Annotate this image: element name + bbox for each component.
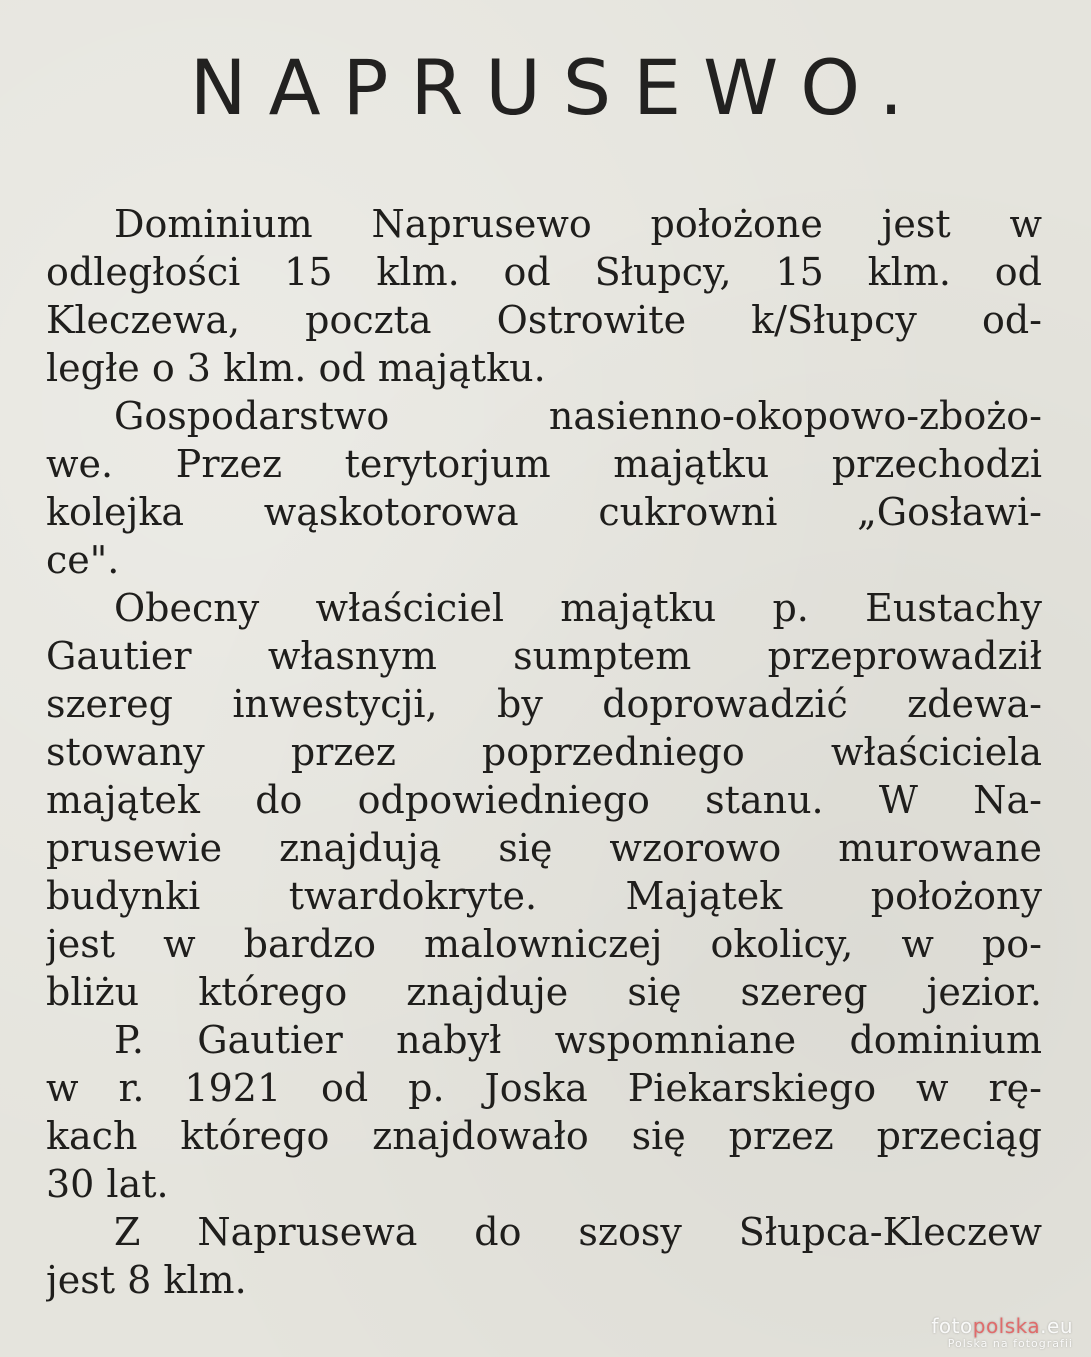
text-line: Gautier własnym sumptem przeprowadził: [46, 634, 1042, 678]
text-line: majątek do odpowiedniego stanu. W Na-: [46, 778, 1042, 822]
page-title: NAPRUSEWO.: [189, 43, 926, 132]
text-line: odległości 15 klm. od Słupcy, 15 klm. od: [46, 250, 1042, 294]
text-line: P. Gautier nabył wspomniane dominium: [114, 1018, 1042, 1062]
watermark-brand: [931, 1316, 1073, 1336]
text-line: prusewie znajdują się wzorowo murowane: [46, 826, 1042, 870]
text-line: budynki twardokryte. Majątek położony: [46, 874, 1042, 918]
text-line: Dominium Naprusewo położone jest w: [114, 202, 1042, 246]
text-line: Kleczewa, poczta Ostrowite k/Słupcy od-: [46, 298, 1042, 342]
text-line: Z Naprusewa do szosy Słupca-Kleczew: [114, 1210, 1042, 1254]
text-line: stowany przez poprzedniego właściciela: [46, 730, 1042, 774]
text-line: kach którego znajdowało się przez przeciąg: [46, 1114, 1042, 1158]
text-line: ce".: [46, 538, 120, 582]
article-body: [46, 200, 1042, 1304]
text-line: we. Przez terytorjum majątku przechodzi: [46, 442, 1042, 486]
text-line: Gospodarstwo nasienno-okopowo-zbożo-: [114, 394, 1042, 438]
watermark-tagline: Polska na fotografii: [947, 1337, 1073, 1350]
text-line: 30 lat.: [46, 1162, 169, 1206]
text-line: jest 8 klm.: [46, 1258, 247, 1302]
text-line: bliżu którego znajduje się szereg jezior.: [46, 970, 1042, 1014]
text-line: kolejka wąskotorowa cukrowni „Gosławi-: [46, 490, 1042, 534]
text-line: ległe o 3 klm. od majątku.: [46, 346, 546, 390]
watermark-brand-accent: polska: [972, 1314, 1041, 1338]
watermark-brand-prefix: foto: [931, 1314, 973, 1338]
text-line: jest w bardzo malowniczej okolicy, w po-: [46, 922, 1042, 966]
text-line: w r. 1921 od p. Joska Piekarskiego w rę-: [46, 1066, 1042, 1110]
text-line: Obecny właściciel majątku p. Eustachy: [114, 586, 1042, 630]
watermark-brand-suffix: .eu: [1040, 1314, 1073, 1338]
text-line: szereg inwestycji, by doprowadzić zdewa-: [46, 682, 1042, 726]
watermark: [931, 1316, 1073, 1349]
